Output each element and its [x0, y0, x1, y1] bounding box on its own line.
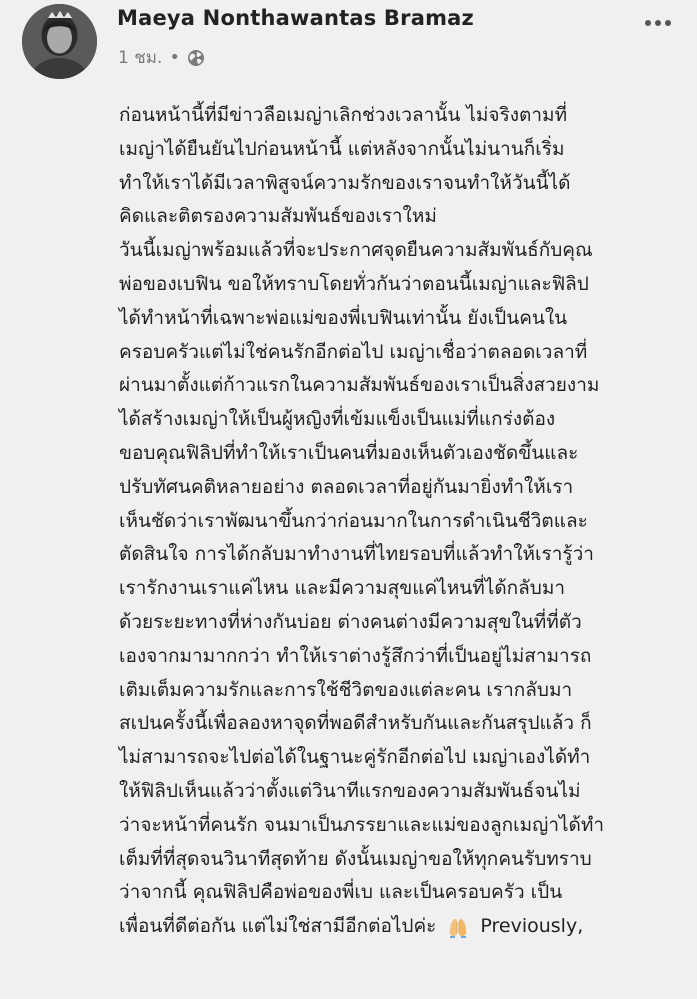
post-line-21: ให้ฟิลิปเห็นแล้วว่าตั้งแต่วินาทีแรกของความสัมพันธ์จนไม่	[119, 779, 581, 802]
post-line-15: เรารักงานเราแค่ไหน และมีความสุขแค่ไหนที่ได้กลับมา	[119, 577, 566, 600]
post-line-12: ปรับทัศนคติหลายอย่าง ตลอดเวลาที่อยู่กันมายิ่งทำให้เรา	[119, 475, 574, 498]
post-line-11: ขอบคุณฟิลิปที่ทำให้เราเป็นคนที่มองเห็นตัวเองชัดขึ้นและ	[119, 441, 579, 464]
post-header	[0, 0, 697, 92]
more-options-button[interactable]	[641, 10, 675, 36]
more-dots-icon	[643, 14, 673, 33]
post-line-23: เต็มที่ที่สุดจนวินาทีสุดท้าย ดังนั้นเมญ่าขอให้ทุกคนรับทราบ	[119, 847, 592, 870]
post-body	[119, 99, 679, 944]
post-line-24: ว่าจากนี้ คุณฟิลิปคือพ่อของพี่เบ และเป็นครอบครัว เป็น	[119, 881, 563, 904]
post-line-17: เองจากมามากกว่า ทำให้เราต่างรู้สึกว่าที่เป็นอยู่ไม่สามารถ	[119, 644, 592, 667]
meta-separator: •	[169, 46, 180, 68]
post-meta	[118, 44, 205, 71]
post-line-13: เห็นชัดว่าเราพัฒนาขึ้นกว่าก่อนมากในการดำเนินชีวิตและ	[119, 509, 588, 532]
post-line-19: สเปนครั้งนี้เพื่อลองหาจุดที่พอดีสำหรับกันและกันสรุปแล้ว ก็	[119, 712, 592, 735]
author-name[interactable]: Maeya Nonthawantas Bramaz	[117, 6, 474, 30]
post-line-1: ก่อนหน้านี้ที่มีข่าวลือเมญ่าเลิกช่วงเวลานั้น ไม่จริงตามที่	[119, 104, 568, 126]
post-line-16: ด้วยระยะทางที่ห่างกันบ่อย ต่างคนต่างมีความสุขในที่ที่ตัว	[119, 610, 582, 633]
post-line-20: ไม่สามารถจะไปต่อได้ในฐานะคู่รักอีกต่อไป เมญ่าเองได้ทำ	[119, 746, 591, 769]
post-line-14: ตัดสินใจ การได้กลับมาทำงานที่ไทยรอบที่แล้วทำให้เรารู้ว่า	[119, 543, 594, 566]
post-line-10: ได้สร้างเมญ่าให้เป็นผู้หญิงที่เข้มแข็งเป็นแม่ที่แกร่งต้อง	[119, 408, 556, 431]
post-line-25	[119, 910, 679, 944]
globe-icon[interactable]	[187, 49, 205, 67]
post-line-7: ได้ทำหน้าที่เฉพาะพ่อแม่ของพี่เบฟินเท่านั้น ยังเป็นคนใน	[119, 306, 568, 329]
post-line-2: เมญ่าได้ยืนยันไปก่อนหน้านี้ แต่หลังจากนั้นไม่นานก็เริ่ม	[119, 137, 565, 160]
post-line-5: วันนี้เมญ่าพร้อมแล้วที่จะประกาศจุดยืนความสัมพันธ์กับคุณ	[119, 239, 593, 262]
last-line-text: เพื่อนที่ดีต่อกัน แต่ไม่ใช่สามีอีกต่อไปค่ะ	[119, 915, 437, 938]
post-line-3: ทำให้เราได้มีเวลาพิสูจน์ความรักของเราจนทำให้วันนี้ได้	[119, 171, 571, 194]
post-line-4: คิดและติตรองความสัมพันธ์ของเราใหม่	[119, 205, 437, 228]
author-avatar[interactable]	[22, 4, 97, 79]
post-line-8: ครอบครัวแต่ไม่ใช่คนรักอีกต่อไป เมญ่าเชื่อว่าตลอดเวลาที่	[119, 340, 588, 363]
previously-text: Previously,	[480, 915, 584, 938]
post-time[interactable]: 1 ชม.	[118, 48, 163, 68]
post-line-18: เติมเต็มความรักและการใช้ชีวิตของแต่ละคน เรากลับมา	[119, 678, 573, 701]
post-line-6: พ่อของเบฟิน ขอให้ทราบโดยทั่วกันว่าตอนนี้เมญ่าและฟิลิป	[119, 272, 589, 295]
post-line-9: ผ่านมาตั้งแต่ก้าวแรกในความสัมพันธ์ของเราเป็นสิ่งสวยงาม	[119, 374, 600, 397]
praying-hands-icon	[446, 915, 470, 939]
post-line-22: ว่าจะหน้าที่คนรัก จนมาเป็นภรรยาและแม่ของลูกเมญ่าได้ทำ	[119, 813, 605, 836]
